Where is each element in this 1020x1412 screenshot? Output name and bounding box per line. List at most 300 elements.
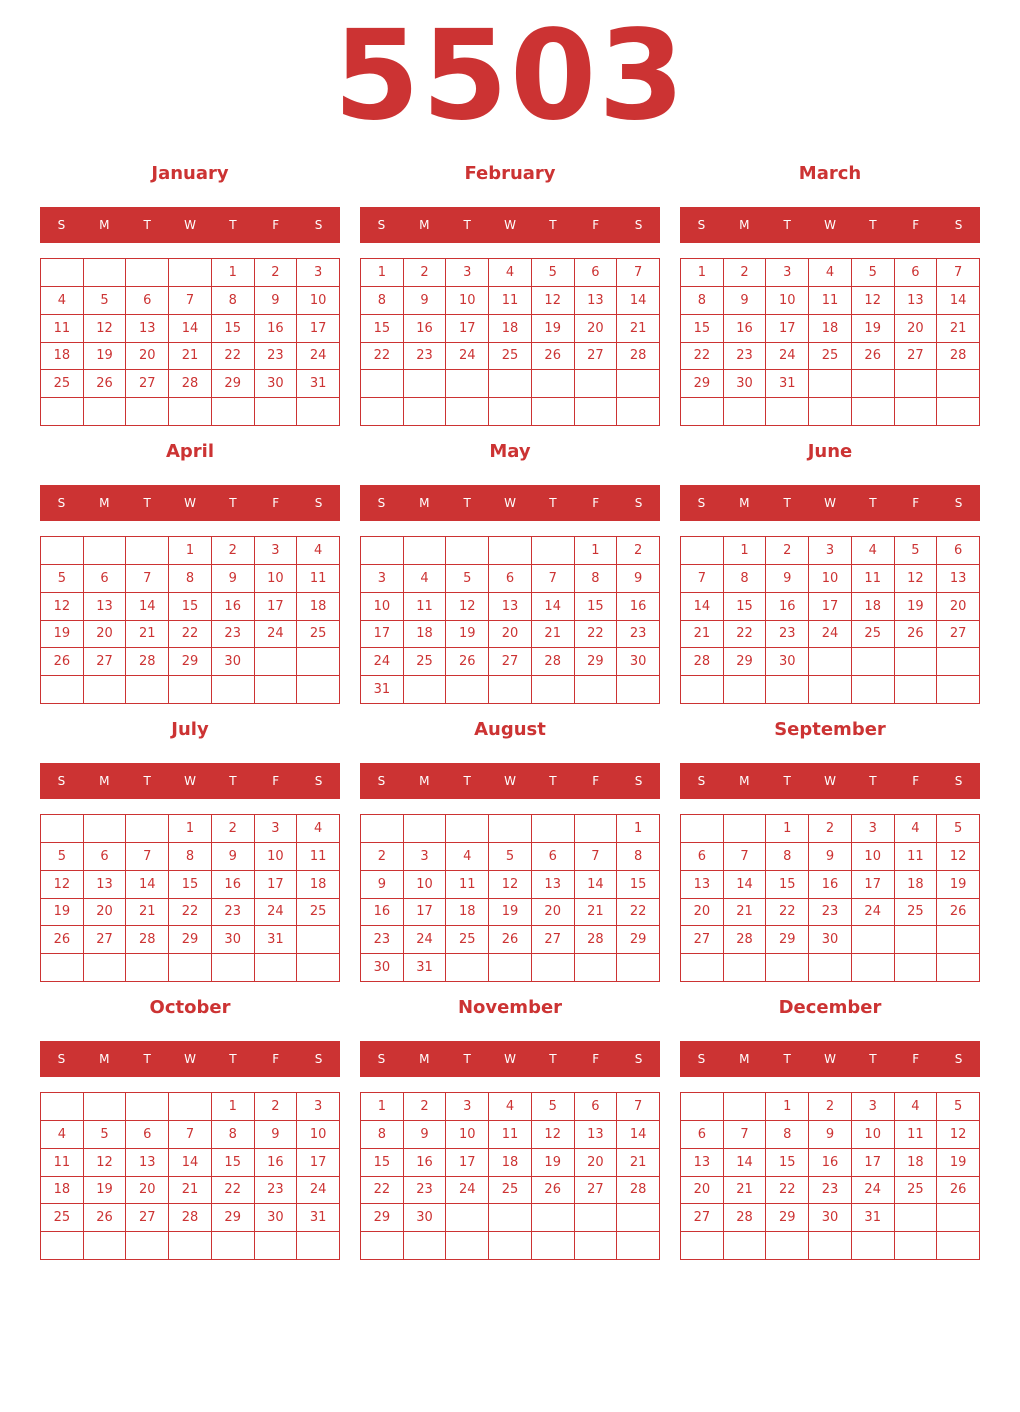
day-cell: 19 (41, 621, 84, 649)
weekday-label: T (549, 496, 557, 510)
day-cell: 28 (724, 1204, 767, 1232)
weekday-label: W (184, 774, 196, 788)
weekday-label: S (954, 774, 963, 788)
day-cell: 10 (852, 1121, 895, 1149)
day-cell: 27 (575, 343, 618, 371)
weekday-header (680, 207, 980, 243)
day-cell: 3 (809, 537, 852, 565)
month-april (40, 437, 340, 705)
month-name: November (457, 997, 563, 1018)
day-cell: 2 (809, 815, 852, 843)
day-cell: 10 (809, 565, 852, 593)
empty-cell (255, 648, 298, 676)
weekday-label: S (954, 218, 963, 232)
month-march (680, 159, 980, 427)
day-cell: 11 (895, 1121, 938, 1149)
day-cell: 29 (212, 1204, 255, 1232)
empty-cell (895, 648, 938, 676)
day-cell: 24 (852, 1177, 895, 1205)
weekday-label: S (634, 496, 643, 510)
day-cell: 20 (84, 899, 127, 927)
day-cell: 1 (681, 259, 724, 287)
day-cell: 10 (446, 1121, 489, 1149)
day-cell: 22 (724, 621, 767, 649)
day-cell: 21 (724, 899, 767, 927)
weekday-label: M (739, 496, 750, 510)
empty-cell (84, 259, 127, 287)
day-cell: 9 (404, 1121, 447, 1149)
day-cell: 17 (255, 593, 298, 621)
day-cell: 31 (297, 370, 340, 398)
day-cell: 19 (532, 315, 575, 343)
day-cell: 19 (84, 1177, 127, 1205)
day-cell: 2 (809, 1093, 852, 1121)
day-cell: 26 (84, 1204, 127, 1232)
weekday-label: T (143, 1052, 151, 1066)
day-cell: 5 (532, 259, 575, 287)
weekday-label: M (739, 218, 750, 232)
day-cell: 15 (681, 315, 724, 343)
day-cell: 2 (212, 815, 255, 843)
day-cell: 22 (575, 621, 618, 649)
day-cell: 9 (724, 287, 767, 315)
day-cell: 14 (169, 315, 212, 343)
day-cell: 6 (126, 1121, 169, 1149)
day-cell: 2 (361, 843, 404, 871)
day-cell: 16 (724, 315, 767, 343)
day-cell: 25 (489, 343, 532, 371)
empty-cell (84, 537, 127, 565)
day-cell: 9 (361, 871, 404, 899)
day-cell: 31 (852, 1204, 895, 1232)
empty-cell (681, 815, 724, 843)
empty-cell (297, 926, 340, 954)
weekday-header (40, 207, 340, 243)
day-cell: 25 (297, 899, 340, 927)
day-cell: 5 (895, 537, 938, 565)
day-cell: 25 (489, 1177, 532, 1205)
day-cell: 29 (361, 1204, 404, 1232)
day-cell: 7 (724, 843, 767, 871)
empty-cell (766, 1232, 809, 1260)
weekday-label: S (314, 774, 323, 788)
day-cell: 20 (489, 621, 532, 649)
month-name: October (149, 997, 231, 1018)
day-cell: 18 (489, 315, 532, 343)
day-cell: 20 (575, 315, 618, 343)
empty-cell (212, 1232, 255, 1260)
day-cell: 8 (361, 1121, 404, 1149)
day-cell: 8 (212, 1121, 255, 1149)
day-cell: 6 (84, 843, 127, 871)
day-cell: 16 (766, 593, 809, 621)
day-cell: 25 (852, 621, 895, 649)
month-august (360, 715, 660, 983)
day-cell: 11 (297, 843, 340, 871)
weekday-label: W (504, 496, 516, 510)
day-cell: 9 (212, 843, 255, 871)
day-cell: 13 (489, 593, 532, 621)
day-cell: 5 (84, 287, 127, 315)
weekday-label: S (377, 496, 386, 510)
day-cell: 1 (212, 1093, 255, 1121)
day-cell: 6 (489, 565, 532, 593)
day-cell: 15 (724, 593, 767, 621)
empty-cell (169, 1093, 212, 1121)
day-cell: 4 (895, 1093, 938, 1121)
day-cell: 6 (895, 259, 938, 287)
month-december (680, 993, 980, 1261)
empty-cell (852, 398, 895, 426)
day-cell: 12 (532, 287, 575, 315)
day-cell: 13 (681, 871, 724, 899)
empty-cell (617, 1232, 660, 1260)
empty-cell (617, 676, 660, 704)
empty-cell (724, 1093, 767, 1121)
empty-cell (532, 370, 575, 398)
day-cell: 29 (212, 370, 255, 398)
weekday-header (360, 485, 660, 521)
day-cell: 2 (255, 1093, 298, 1121)
day-cell: 24 (446, 1177, 489, 1205)
weekday-label: T (783, 1052, 791, 1066)
day-cell: 11 (489, 1121, 532, 1149)
empty-cell (361, 1232, 404, 1260)
day-cell: 21 (169, 343, 212, 371)
day-cell: 15 (361, 1149, 404, 1177)
day-cell: 21 (617, 315, 660, 343)
empty-cell (681, 676, 724, 704)
empty-cell (84, 815, 127, 843)
weekday-label: T (869, 496, 877, 510)
empty-cell (852, 954, 895, 982)
empty-cell (169, 398, 212, 426)
empty-cell (255, 676, 298, 704)
empty-cell (255, 398, 298, 426)
day-cell: 25 (41, 1204, 84, 1232)
day-cell: 28 (532, 648, 575, 676)
day-cell: 18 (446, 899, 489, 927)
day-cell: 8 (575, 565, 618, 593)
day-cell: 28 (937, 343, 980, 371)
empty-cell (297, 398, 340, 426)
day-cell: 17 (297, 1149, 340, 1177)
day-cell: 18 (297, 593, 340, 621)
weekday-label: T (869, 218, 877, 232)
day-cell: 21 (617, 1149, 660, 1177)
weekday-label: M (99, 774, 110, 788)
month-name: March (798, 163, 862, 184)
day-cell: 28 (126, 926, 169, 954)
day-cell: 25 (404, 648, 447, 676)
day-cell: 4 (297, 537, 340, 565)
day-cell: 8 (169, 565, 212, 593)
empty-cell (84, 398, 127, 426)
empty-cell (489, 676, 532, 704)
empty-cell (809, 1232, 852, 1260)
day-cell: 16 (404, 315, 447, 343)
day-cell: 11 (895, 843, 938, 871)
day-cell: 16 (617, 593, 660, 621)
day-cell: 23 (255, 1177, 298, 1205)
weekday-label: T (229, 496, 237, 510)
day-cell: 12 (532, 1121, 575, 1149)
day-cell: 1 (361, 1093, 404, 1121)
day-cell: 16 (809, 1149, 852, 1177)
day-cell: 3 (852, 1093, 895, 1121)
day-cell: 3 (852, 815, 895, 843)
day-cell: 11 (41, 315, 84, 343)
day-cell: 13 (84, 593, 127, 621)
day-cell: 19 (41, 899, 84, 927)
empty-cell (41, 676, 84, 704)
day-cell: 15 (766, 1149, 809, 1177)
day-cell: 1 (169, 537, 212, 565)
day-cell: 23 (404, 1177, 447, 1205)
day-cell: 6 (681, 1121, 724, 1149)
day-cell: 22 (169, 621, 212, 649)
month-name: April (165, 441, 215, 462)
empty-cell (724, 954, 767, 982)
weekday-label: F (592, 496, 600, 510)
day-cell: 15 (212, 315, 255, 343)
day-cell: 10 (255, 565, 298, 593)
day-cell: 15 (169, 593, 212, 621)
day-grid (680, 814, 980, 982)
weekday-label: S (377, 218, 386, 232)
day-cell: 10 (361, 593, 404, 621)
month-name: December (778, 997, 882, 1018)
day-cell: 3 (297, 1093, 340, 1121)
day-cell: 25 (446, 926, 489, 954)
weekday-label: T (783, 218, 791, 232)
empty-cell (212, 676, 255, 704)
empty-cell (532, 676, 575, 704)
weekday-label: T (463, 496, 471, 510)
weekday-header (40, 485, 340, 521)
day-cell: 21 (126, 899, 169, 927)
empty-cell (895, 1232, 938, 1260)
day-cell: 26 (532, 1177, 575, 1205)
weekday-label: F (592, 1052, 600, 1066)
day-cell: 1 (766, 815, 809, 843)
day-cell: 27 (84, 926, 127, 954)
empty-cell (255, 1232, 298, 1260)
empty-cell (489, 398, 532, 426)
day-cell: 22 (212, 343, 255, 371)
empty-cell (895, 398, 938, 426)
day-grid (680, 258, 980, 426)
empty-cell (297, 954, 340, 982)
day-cell: 8 (766, 843, 809, 871)
weekday-label: T (463, 218, 471, 232)
day-cell: 7 (126, 565, 169, 593)
day-cell: 14 (681, 593, 724, 621)
empty-cell (937, 648, 980, 676)
empty-cell (852, 648, 895, 676)
day-cell: 15 (575, 593, 618, 621)
day-cell: 3 (255, 537, 298, 565)
weekday-header (360, 763, 660, 799)
empty-cell (852, 676, 895, 704)
day-cell: 2 (766, 537, 809, 565)
day-cell: 18 (404, 621, 447, 649)
day-cell: 9 (617, 565, 660, 593)
empty-cell (575, 370, 618, 398)
empty-cell (404, 815, 447, 843)
empty-cell (617, 370, 660, 398)
day-cell: 26 (937, 899, 980, 927)
day-cell: 23 (809, 899, 852, 927)
empty-cell (297, 676, 340, 704)
day-cell: 27 (937, 621, 980, 649)
day-cell: 28 (126, 648, 169, 676)
day-cell: 6 (575, 1093, 618, 1121)
day-cell: 19 (852, 315, 895, 343)
day-cell: 14 (126, 593, 169, 621)
day-cell: 21 (937, 315, 980, 343)
day-cell: 13 (681, 1149, 724, 1177)
day-cell: 12 (41, 593, 84, 621)
day-cell: 3 (361, 565, 404, 593)
day-cell: 26 (937, 1177, 980, 1205)
empty-cell (41, 398, 84, 426)
weekday-label: F (272, 218, 280, 232)
day-cell: 9 (404, 287, 447, 315)
month-may (360, 437, 660, 705)
day-cell: 17 (852, 871, 895, 899)
day-cell: 18 (41, 1177, 84, 1205)
day-cell: 15 (169, 871, 212, 899)
empty-cell (84, 954, 127, 982)
month-name: February (464, 163, 556, 184)
empty-cell (681, 1093, 724, 1121)
empty-cell (41, 815, 84, 843)
day-cell: 29 (766, 926, 809, 954)
empty-cell (126, 398, 169, 426)
weekday-label: F (272, 496, 280, 510)
day-cell: 13 (575, 287, 618, 315)
day-cell: 1 (169, 815, 212, 843)
day-cell: 29 (169, 926, 212, 954)
day-cell: 30 (404, 1204, 447, 1232)
day-cell: 7 (724, 1121, 767, 1149)
day-cell: 30 (617, 648, 660, 676)
weekday-label: T (143, 496, 151, 510)
day-cell: 5 (446, 565, 489, 593)
empty-cell (489, 815, 532, 843)
month-june (680, 437, 980, 705)
weekday-label: S (697, 496, 706, 510)
day-cell: 30 (766, 648, 809, 676)
day-cell: 4 (489, 1093, 532, 1121)
day-cell: 22 (766, 899, 809, 927)
weekday-label: S (314, 1052, 323, 1066)
weekday-label: S (57, 774, 66, 788)
day-cell: 8 (212, 287, 255, 315)
day-cell: 24 (255, 899, 298, 927)
day-cell: 14 (575, 871, 618, 899)
day-cell: 13 (126, 1149, 169, 1177)
month-name: January (151, 163, 229, 184)
day-cell: 17 (255, 871, 298, 899)
empty-cell (169, 1232, 212, 1260)
day-cell: 11 (41, 1149, 84, 1177)
empty-cell (766, 398, 809, 426)
day-cell: 25 (809, 343, 852, 371)
day-grid (680, 1092, 980, 1260)
day-cell: 19 (84, 343, 127, 371)
day-cell: 12 (489, 871, 532, 899)
empty-cell (681, 954, 724, 982)
empty-cell (255, 954, 298, 982)
day-cell: 2 (212, 537, 255, 565)
day-cell: 19 (937, 1149, 980, 1177)
day-cell: 29 (766, 1204, 809, 1232)
empty-cell (724, 398, 767, 426)
empty-cell (446, 370, 489, 398)
day-cell: 15 (212, 1149, 255, 1177)
day-cell: 8 (169, 843, 212, 871)
empty-cell (895, 370, 938, 398)
day-cell: 27 (489, 648, 532, 676)
day-cell: 20 (126, 343, 169, 371)
empty-cell (169, 676, 212, 704)
weekday-label: T (143, 218, 151, 232)
empty-cell (809, 398, 852, 426)
weekday-label: S (377, 774, 386, 788)
day-cell: 9 (212, 565, 255, 593)
day-cell: 2 (617, 537, 660, 565)
weekday-label: S (954, 1052, 963, 1066)
day-cell: 28 (617, 1177, 660, 1205)
day-cell: 26 (446, 648, 489, 676)
day-cell: 18 (852, 593, 895, 621)
weekday-label: F (272, 774, 280, 788)
day-cell: 20 (84, 621, 127, 649)
day-cell: 26 (532, 343, 575, 371)
day-cell: 29 (681, 370, 724, 398)
weekday-label: M (419, 774, 430, 788)
day-cell: 23 (404, 343, 447, 371)
day-cell: 7 (169, 287, 212, 315)
empty-cell (361, 537, 404, 565)
day-cell: 23 (809, 1177, 852, 1205)
weekday-label: W (504, 1052, 516, 1066)
empty-cell (446, 1204, 489, 1232)
empty-cell (361, 370, 404, 398)
day-cell: 1 (617, 815, 660, 843)
day-cell: 1 (766, 1093, 809, 1121)
day-cell: 27 (895, 343, 938, 371)
weekday-label: T (783, 774, 791, 788)
empty-cell (575, 954, 618, 982)
day-cell: 30 (809, 926, 852, 954)
day-cell: 27 (532, 926, 575, 954)
weekday-label: S (57, 496, 66, 510)
day-cell: 9 (809, 843, 852, 871)
empty-cell (446, 815, 489, 843)
weekday-label: S (634, 1052, 643, 1066)
day-cell: 9 (766, 565, 809, 593)
month-name: August (474, 719, 546, 740)
weekday-label: T (783, 496, 791, 510)
weekday-header (40, 763, 340, 799)
weekday-label: T (549, 1052, 557, 1066)
month-name: June (807, 441, 853, 462)
weekday-label: S (634, 218, 643, 232)
empty-cell (41, 1232, 84, 1260)
